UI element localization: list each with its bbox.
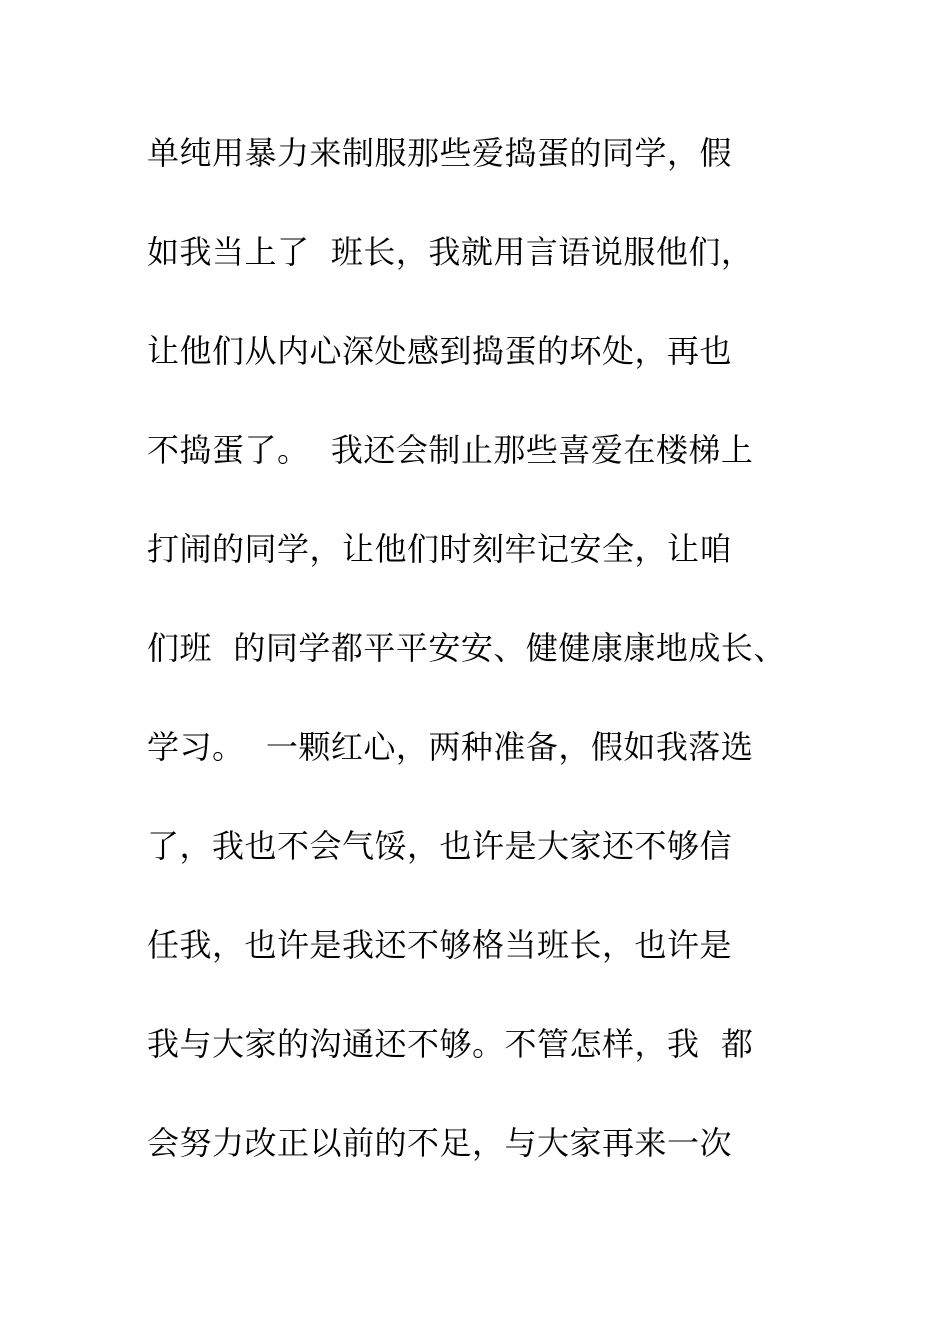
text-line: 们班 的同学都平平安安、健健康康地成长、 bbox=[147, 629, 786, 667]
text-line: 单纯用暴力来制服那些爱捣蛋的同学，假 bbox=[147, 134, 733, 172]
text-line: 不捣蛋了。 我还会制止那些喜爱在楼梯上 bbox=[147, 431, 754, 469]
text-line: 如我当上了 班长，我就用言语说服他们， bbox=[147, 233, 754, 271]
body-text bbox=[147, 126, 827, 1215]
text-line: 会努力改正以前的不足，与大家再来一次 bbox=[147, 1124, 733, 1162]
text-line: 学习。 一颗红心，两种准备，假如我落选 bbox=[147, 728, 754, 766]
text-line: 任我，也许是我还不够格当班长，也许是 bbox=[147, 926, 733, 964]
text-line: 打闹的同学，让他们时刻牢记安全，让咱 bbox=[147, 530, 733, 568]
text-line: 让他们从内心深处感到捣蛋的坏处，再也 bbox=[147, 332, 733, 370]
text-line: 我与大家的沟通还不够。不管怎样，我 都 bbox=[147, 1025, 754, 1063]
text-line: 了，我也不会气馁，也许是大家还不够信 bbox=[147, 827, 733, 865]
